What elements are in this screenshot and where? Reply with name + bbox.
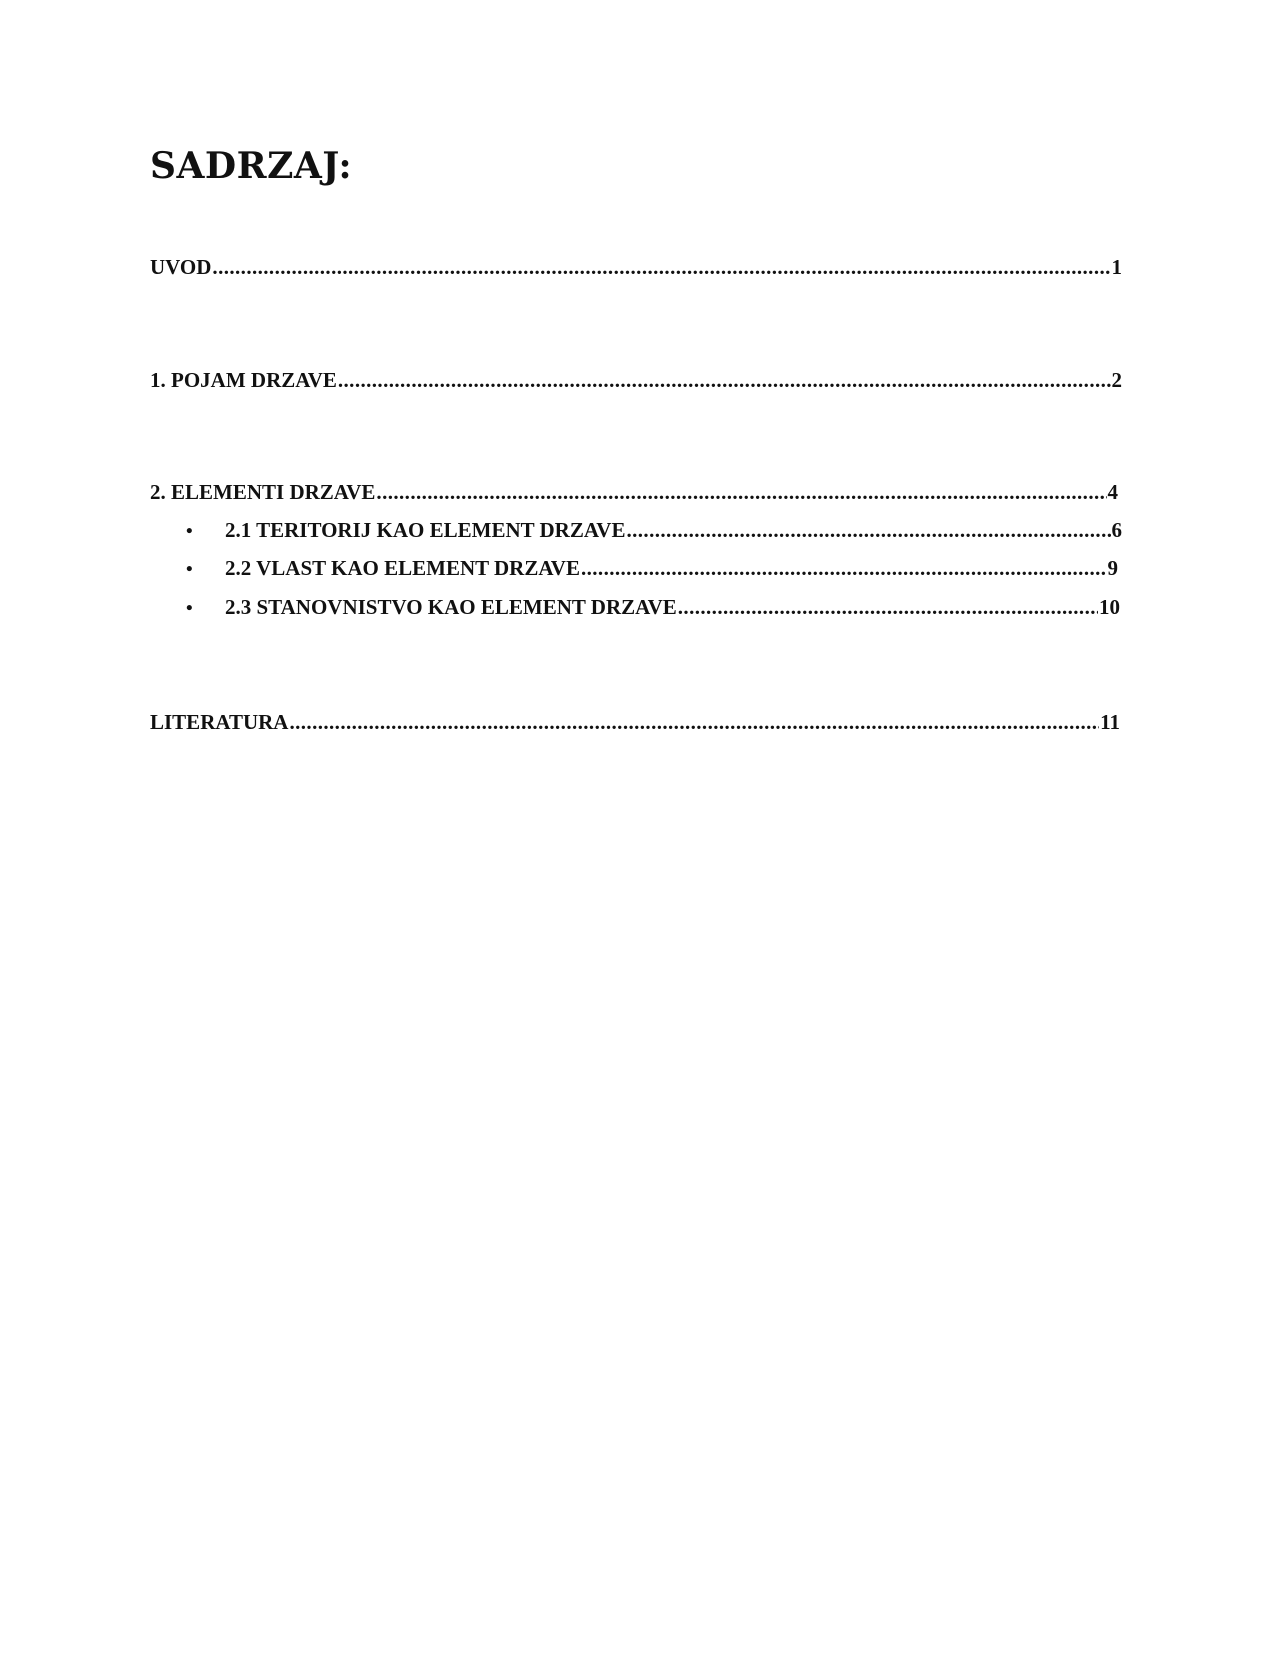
toc-entry-vlast[interactable]: [186, 555, 1118, 581]
toc-dot-leader: [581, 555, 1107, 581]
toc-entry-elementi-drzave[interactable]: [150, 479, 1118, 505]
toc-entry-uvod[interactable]: [150, 254, 1122, 280]
toc-page-number: 6: [1111, 518, 1122, 542]
toc-page-number: 10: [1099, 595, 1120, 619]
toc-entry-label[interactable]: UVOD: [150, 255, 212, 279]
toc-page-number: 1: [1111, 255, 1122, 279]
toc-dot-leader: [212, 254, 1110, 280]
toc-title: SADRZAJ:: [150, 145, 353, 187]
toc-dot-leader: [678, 594, 1098, 620]
toc-entry-stanovnistvo[interactable]: [186, 594, 1120, 620]
toc-entry-label[interactable]: 2.1 TERITORIJ KAO ELEMENT DRZAVE: [225, 518, 626, 542]
toc-entry-label[interactable]: LITERATURA: [150, 710, 289, 734]
bullet-icon: •: [186, 521, 193, 542]
toc-entry-pojam-drzave[interactable]: [150, 367, 1122, 393]
toc-entry-label[interactable]: 1. POJAM DRZAVE: [150, 368, 337, 392]
toc-entry-label[interactable]: 2.2 VLAST KAO ELEMENT DRZAVE: [225, 556, 580, 580]
toc-dot-leader: [289, 709, 1099, 735]
bullet-icon: •: [186, 598, 193, 619]
toc-page-number: 9: [1107, 556, 1118, 580]
toc-dot-leader: [626, 517, 1110, 543]
bullet-icon: •: [186, 559, 193, 580]
toc-page-number: 11: [1100, 710, 1120, 734]
toc-dot-leader: [376, 479, 1106, 505]
toc-entry-label[interactable]: 2.3 STANOVNISTVO KAO ELEMENT DRZAVE: [225, 595, 677, 619]
toc-page-number: 4: [1107, 480, 1118, 504]
toc-dot-leader: [338, 367, 1111, 393]
toc-page-number: 2: [1111, 368, 1122, 392]
toc-entry-label[interactable]: 2. ELEMENTI DRZAVE: [150, 480, 376, 504]
toc-entry-literatura[interactable]: [150, 709, 1120, 735]
toc-entry-teritorij[interactable]: [186, 517, 1122, 543]
